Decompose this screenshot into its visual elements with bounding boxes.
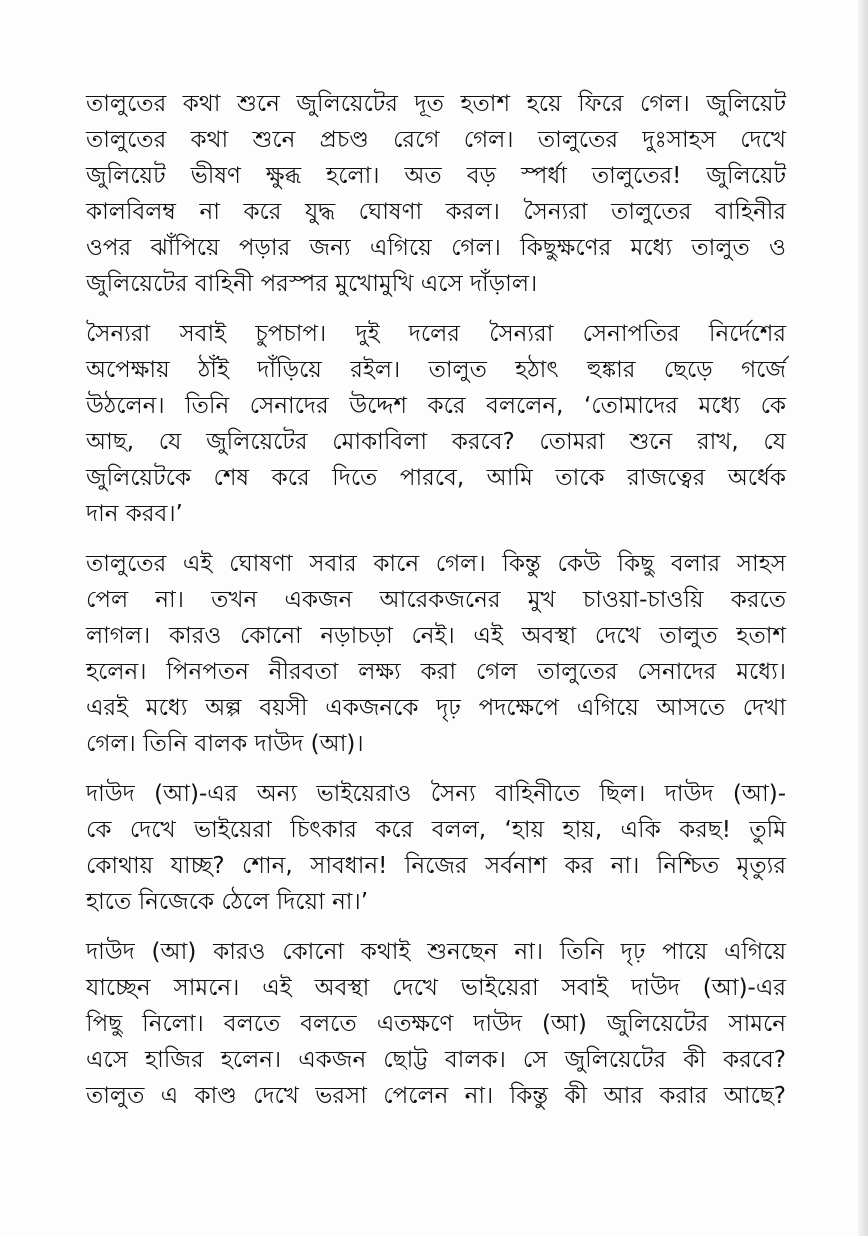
text-line: আছ, যে জুলিয়েটের মোকাবিলা করবে? তোমরা শুনে রাখ, যে xyxy=(86,429,786,455)
text-line: তালুত এ কাণ্ড দেখে ভরসা পেলেন না। কিন্তু কী আর করার আছে? xyxy=(86,1083,786,1109)
text-line: পেল না। তখন একজন আরেকজনের মুখ চাওয়া-চাওয়ি করতে xyxy=(86,587,786,613)
text-line: যাচ্ছেন সামনে। এই অবস্থা দেখে ভাইয়েরা সবাই দাউদ (আ)-এর xyxy=(86,975,786,1001)
text-line: এসে হাজির হলেন। একজন ছোট্ট বালক। সে জুলিয়েটের কী করবে? xyxy=(86,1047,786,1073)
text-line: কে দেখে ভাইয়েরা চিৎকার করে বলল, ‘হায় হায়, একি করছ! তুমি xyxy=(86,817,786,843)
text-line: দাউদ (আ)-এর অন্য ভাইয়েরাও সৈন্য বাহিনীতে ছিল। দাউদ (আ)- xyxy=(86,781,786,807)
text-line: দান করব।’ xyxy=(86,501,183,527)
text-line: জুলিয়েট ভীষণ ক্ষুব্ধ হলো। অত বড় স্পর্ধা তালুতের! জুলিয়েট xyxy=(86,163,786,189)
paragraph-2 xyxy=(86,316,786,532)
text-line: কালবিলম্ব না করে যুদ্ধ ঘোষণা করল। সৈন্যরা তালুতের বাহিনীর xyxy=(86,199,786,225)
text-line: ওপর ঝাঁপিয়ে পড়ার জন্য এগিয়ে গেল। কিছুক্ষণের মধ্যে তালুত ও xyxy=(86,235,786,261)
text-line: হাতে নিজেকে ঠেলে দিয়ো না।’ xyxy=(86,889,369,915)
paragraph-4 xyxy=(86,776,786,920)
text-line: তালুতের কথা শুনে প্রচণ্ড রেগে গেল। তালুতের দুঃসাহস দেখে xyxy=(86,127,786,153)
text-line: হলেন। পিনপতন নীরবতা লক্ষ্য করা গেল তালুতের সেনাদের মধ্যে। xyxy=(86,659,786,685)
paragraph-1 xyxy=(86,86,786,302)
text-line: গেল। তিনি বালক দাউদ (আ)। xyxy=(86,731,364,757)
text-line: তালুতের কথা শুনে জুলিয়েটের দূত হতাশ হয়ে ফিরে গেল। জুলিয়েট xyxy=(86,91,786,117)
text-line: সৈন্যরা সবাই চুপচাপ। দুই দলের সৈন্যরা সেনাপতির নির্দেশের xyxy=(86,321,786,347)
text-line: জুলিয়েটকে শেষ করে দিতে পারবে, আমি তাকে রাজত্বের অর্ধেক xyxy=(86,465,786,491)
text-line: জুলিয়েটের বাহিনী পরস্পর মুখোমুখি এসে দাঁড়াল। xyxy=(86,271,538,297)
text-line: অপেক্ষায় ঠাঁই দাঁড়িয়ে রইল। তালুত হঠাৎ হুঙ্কার ছেড়ে গর্জে xyxy=(86,357,786,383)
text-line: কোথায় যাচ্ছ? শোন, সাবধান! নিজের সর্বনাশ কর না। নিশ্চিত মৃত্যুর xyxy=(86,853,786,879)
text-line: এরই মধ্যে অল্প বয়সী একজনকে দৃঢ় পদক্ষেপে এগিয়ে আসতে দেখা xyxy=(86,695,786,721)
paragraph-3 xyxy=(86,546,786,762)
text-line: উঠলেন। তিনি সেনাদের উদ্দেশ করে বললেন, ‘তোমাদের মধ্যে কে xyxy=(86,393,786,419)
page-edge-shadow xyxy=(858,0,868,1236)
text-line: দাউদ (আ) কারও কোনো কথাই শুনছেন না। তিনি দৃঢ় পায়ে এগিয়ে xyxy=(86,939,786,965)
text-line: তালুতের এই ঘোষণা সবার কানে গেল। কিন্তু কেউ কিছু বলার সাহস xyxy=(86,551,786,577)
page-text xyxy=(86,86,786,1128)
paragraph-5 xyxy=(86,934,786,1114)
text-line: পিছু নিলো। বলতে বলতে এতক্ষণে দাউদ (আ) জুলিয়েটের সামনে xyxy=(86,1011,786,1037)
text-line: লাগল। কারও কোনো নড়াচড়া নেই। এই অবস্থা দেখে তালুত হতাশ xyxy=(86,623,786,649)
